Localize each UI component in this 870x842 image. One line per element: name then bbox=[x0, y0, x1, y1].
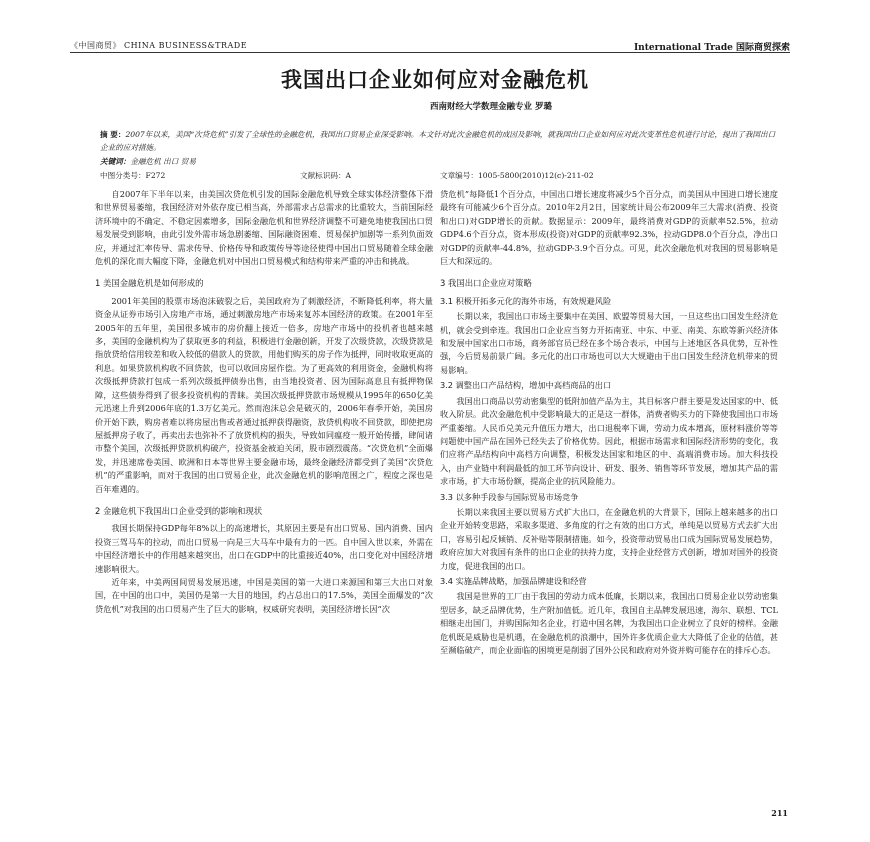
classification-number: 中图分类号：F272 bbox=[100, 171, 166, 180]
right-column bbox=[440, 188, 778, 657]
article-number: 文章编号：1005-5800(2010)12(c)-211-02 bbox=[440, 171, 594, 180]
section-3-4-heading: 3.4 实施品牌战略，加强品牌建设和经营 bbox=[440, 575, 587, 586]
section-1-paragraph: 2001年美国的股票市场泡沫破裂之后，美国政府为了刺激经济，不断降低利率，将大量资金从证券市场引入房地产市场，通过刺激房地产市场来复苏本国经济的政策。在2001年至2005年的五年里，美国很多城市的房价翻上接近一倍多，房地产市场中的投机者也越来越多，美国的金融机构为了获取更多的利益，积极进行金融创新，开发了次级贷款，次级贷款是指放贷给信用较差和收入较低的借款人的贷款，用他们购买的房子作为抵押，同时收取更高的利息。如果贷款机构收不回贷款，也可以收回房屋作偿。为了更高效的利用资金，金融机构将次级抵押贷款打包成一系列次级抵押债券出售，由当地投资者、因为国际高息且有抵押物保障，这些债券得到了很多投资机构的青睐。美国次级抵押贷款市场规模从1995年的650亿美元迅速上升到2006年底的1.3万亿美元。然而泡沫总会是破灭的，2006年春季开始，美国房价开始下跌，购房者难以将房屋出售或者通过抵押获得融资，放贷机构收不回贷款，即使把房屋抵押房子收了，再卖出去也弥补不了放贷机构的损失，导致如同瘟疫一般开始传播，肆间诸市整个美国，次级抵押贷款机构破产，投资基金被迫关闭，股市剧烈震荡。“次贷危机”全面爆发，并迅速席卷美国、欧洲和日本等世界主要金融市场，最终金融经济都受到了美国“次贷危机”的严重影响，而对于我国的出口贸易企业，此次金融危机的影响范围之广，程度之深也是百年难遇的。 bbox=[95, 295, 433, 494]
running-header-section: International Trade 国际商贸探索 bbox=[633, 43, 790, 53]
abstract bbox=[100, 128, 780, 154]
intro-paragraph: 自2007年下半年以来，由美国次贷危机引发的国际金融危机导致全球实体经济整体下滑和世界贸易萎缩，我国经济对外依存度已相当高，外部需求占总需求的比重较大，当前国际经济环境中的不确定、不稳定因素增多，国际金融危机和世界经济调整不可避免地使我国出口贸易发展受到影响，由此引发外需市场急剧萎缩、国际融资困难、贸易保护加剧等一系列负面效应，并通过汇率传导、需求传导、价格传导和政策传导等途径使得中国出口贸易随着全球金融危机的深化而大幅度下降，金融危机对中国出口贸易模式和结构带来严重的冲击和挑战。 bbox=[95, 189, 433, 267]
header-rule bbox=[70, 52, 790, 53]
page-number: 211 bbox=[771, 808, 788, 818]
section-3-1-paragraph: 长期以来，我国出口市场主要集中在美国、欧盟等贸易大国，一旦这些出口国发生经济危机，就会受到牵连。我国出口企业应当努力开拓南亚、中东、中亚、南美、东欧等新兴经济体和发展中国家出口市场，商务部官员已经在多个场合表示，中国与上述地区各具优势，互补性强，今后贸易前景广阔。多元化的出口市场也可以大大规避由于出口国发生经济危机带来的贸易影响。 bbox=[440, 311, 778, 375]
section-3-heading: 3 我国出口企业应对策略 bbox=[440, 278, 532, 289]
section-1-heading: 1 美国金融危机是如何形成的 bbox=[95, 278, 204, 289]
document-code: 文献标识码：A bbox=[300, 171, 352, 180]
section-3-3-paragraph: 长期以来我国主要以贸易方式扩大出口，在金融危机的大背景下，国际上越来越多的出口企业开始转变思路，采取多渠道、多角度的行之有效的出口方式，单纯是以贸易方式去扩大出口，容易引起反倾销、反补贴等限制措施。如今，投资带动贸易出口成为国际贸易发展趋势，政府应加大对我国有条件的出口企业的扶持力度，支持企业经营方式创新，增加对国外的投资力度，促进我国的出口。 bbox=[440, 506, 778, 571]
article-title: 我国出口企业如何应对金融危机 bbox=[281, 68, 589, 92]
author-line: 西南财经大学数理金融专业 罗璐 bbox=[430, 102, 552, 112]
section-3-1-heading: 3.1 积极开拓多元化的海外市场，有效规避风险 bbox=[440, 295, 612, 306]
section-2-paragraph-1: 我国长期保持GDP每年8%以上的高速增长，其原因主要是有出口贸易、国内消费、国内投资三驾马车的拉动，而出口贸易一向是三大马车中最有力的一匹。自中国入世以来，外需在中国经济增长中的作用越来越突出，出口在GDP中的比重接近40%，出口变化对中国经济增速影响很大。 bbox=[95, 523, 433, 574]
abstract-label: 摘 要： bbox=[100, 130, 126, 139]
section-3-3-heading: 3.3 以多种手段参与国际贸易市场竞争 bbox=[440, 491, 579, 502]
abstract-text: 2007年以来，美国“次贷危机”引发了全球性的金融危机，我国出口贸易企业深受影响。本文针对此次金融危机的成因及影响，就我国出口企业如何应对此次变革性危机进行讨论，提出了我国出口企业的应对措施。 bbox=[100, 130, 776, 152]
section-3-2-paragraph: 我国出口商品以劳动密集型的低附加值产品为主，其目标客户群主要是发达国家的中、低收入阶层。此次金融危机中受影响最大的正是这一群体，消费者购买力的下降使我国出口市场严重萎缩。人民币兑美元升值压力增大，出口退税率下调，劳动力成本增高，原材料涨价等等问题使中国产品在国外已经失去了价格优势。因此，根据市场需求和国际经济形势的变化，我们应将产品结构向中高档方向调整，积极发达国家和地区的中、高端消费市场。加大科技投入，由产业链中利润最低的加工环节向设计、研发、服务、销售等环节发展，增加其产品的需求市场，扩大市场份额，提高企业的抗风险能力。 bbox=[440, 395, 778, 487]
section-3-2-heading: 3.2 调整出口产品结构，增加中高档商品的出口 bbox=[440, 380, 612, 391]
keywords-text: 金融危机 出口 贸易 bbox=[130, 157, 196, 166]
running-header-journal: 《中国商贸》 CHINA BUSINESS&TRADE bbox=[70, 41, 248, 50]
section-2-paragraph-2: 近年来，中美两国间贸易发展迅速，中国是美国的第一大进口来源国和第三大出口对象国，在中国的出口中，美国仍是第一大目的地国，约占总出口的17.5%，美国全面爆发的“次贷危机”对我国的出口贸易产生了巨大的影响，权威研究表明，美国经济增长因“次 bbox=[95, 576, 433, 614]
section-2-heading: 2 金融危机下我国出口企业受到的影响和现状 bbox=[95, 505, 263, 516]
section-2-continuation: 贷危机”每降低1个百分点，中国出口增长速度将减少5个百分点，而美国从中国进口增长速度最终有可能减少6个百分点。2010年2月2日，国家统计局公布2009年三大需求(消费、投资和出口)对GDP增长的贡献。数据显示：2009年，最终消费对GDP的贡献率52.5%，拉动GDP4.6个百分点，资本形成(投资)对GDP的贡献率92.3%，拉动GDP8.0个百分点，净出口对GDP的贡献率-44.8%，拉动GDP-3.9个百分点。可见，此次金融危机对我国的贸易影响是巨大和深远的。 bbox=[440, 189, 778, 267]
section-3-4-paragraph: 我国是世界的工厂由于我国的劳动力成本低廉，长期以来，我国出口贸易企业以劳动密集型居多，缺乏品牌优势，生产附加值低。近几年，我国自主品牌发展迅速，海尔、联想、TCL相继走出国门，并购国际知名企业，打造中国名牌，为我国出口企业树立了良好的榜样。金融危机既是威胁也是机遇，在金融危机的浪潮中，国外许多优质企业大大降低了企业的估值，甚至濒临破产，而企业面临的困境更是削弱了国外公民和政府对外资并购可能存在的排斥心态。 bbox=[440, 591, 778, 655]
keywords bbox=[100, 156, 196, 167]
keywords-label: 关键词： bbox=[100, 157, 131, 166]
left-column bbox=[95, 188, 433, 616]
